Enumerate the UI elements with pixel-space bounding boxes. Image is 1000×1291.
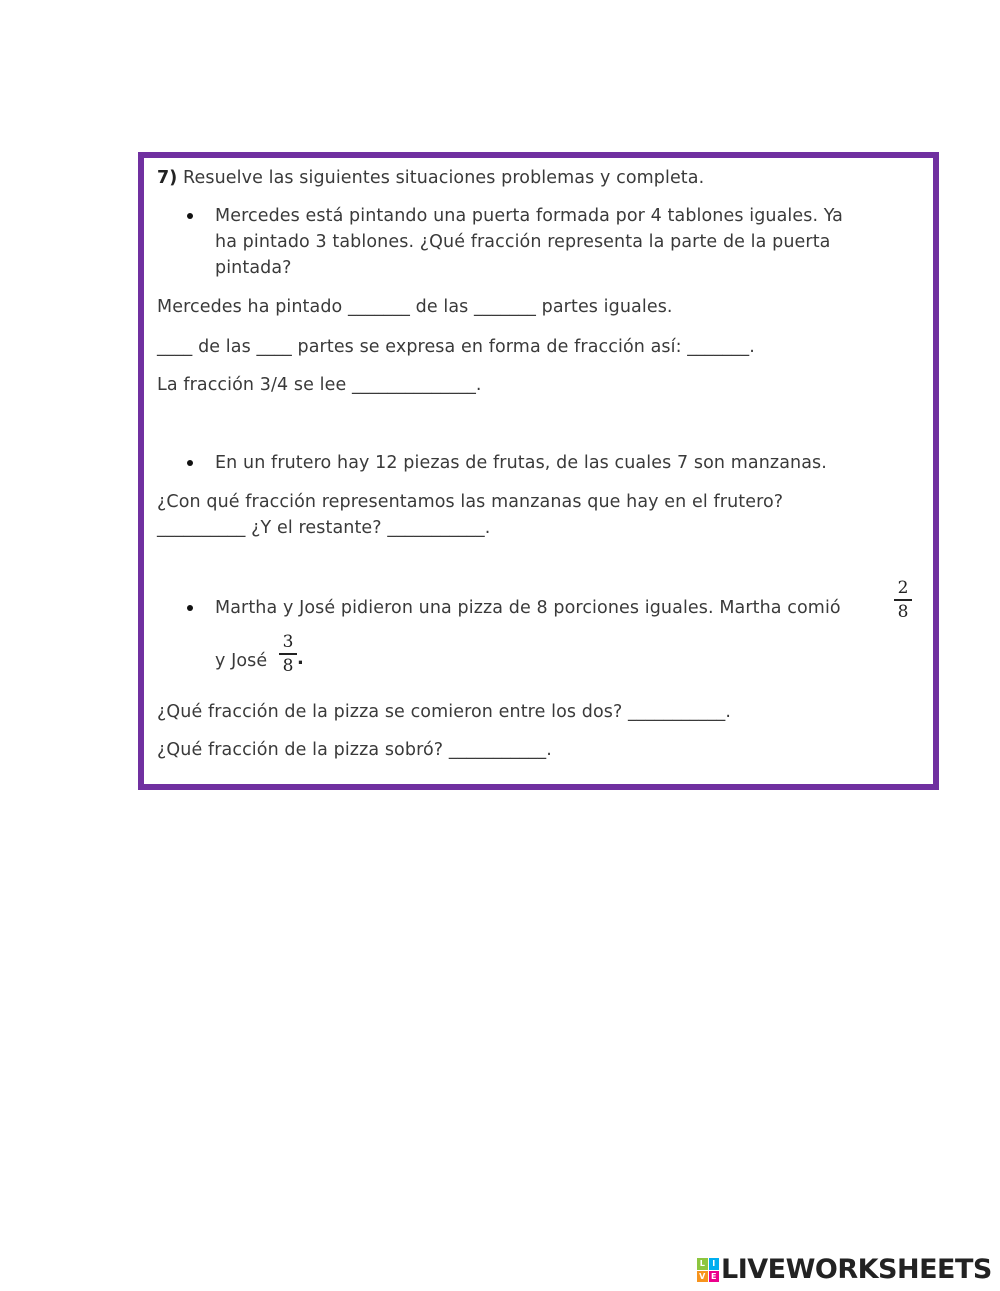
problem2-statement: En un frutero hay 12 piezas de frutas, de las cuales 7 son manzanas. <box>215 453 827 473</box>
logo-tile: V <box>697 1271 708 1283</box>
problem1-line3: pintada? <box>215 258 292 278</box>
bullet-icon <box>187 605 193 611</box>
bullet-icon <box>187 213 193 219</box>
problem3-statement-line2: y José <box>215 651 268 671</box>
problem1-answer-line-b: ____ de las ____ partes se expresa en forma de fracción así: _______. <box>157 337 755 357</box>
exercise-instruction: Resuelve las siguientes situaciones problemas y completa. <box>177 168 705 188</box>
problem1-line2: ha pintado 3 tablones. ¿Qué fracción representa la parte de la puerta <box>215 232 831 252</box>
fraction-jose <box>277 632 299 676</box>
problem3-statement-line1: Martha y José pidieron una pizza de 8 porciones iguales. Martha comió <box>215 598 841 618</box>
fraction-numerator: 2 <box>897 578 909 598</box>
exercise-heading <box>157 165 704 191</box>
problem2-question-line2: __________ ¿Y el restante? ___________. <box>157 518 491 538</box>
problem3-question-b: ¿Qué fracción de la pizza sobró? ___________. <box>157 740 552 760</box>
sentence-period: . <box>297 648 304 669</box>
logo-text: LIVEWORKSHEETS <box>721 1254 992 1285</box>
fraction-numerator: 3 <box>282 632 294 652</box>
fraction-martha <box>892 578 914 622</box>
bullet-icon <box>187 460 193 466</box>
fraction-denominator: 8 <box>897 601 909 622</box>
fraction-denominator: 8 <box>282 655 294 676</box>
fraction-bar <box>894 599 912 601</box>
liveworksheets-logo <box>697 1255 992 1285</box>
problem1-answer-line-a: Mercedes ha pintado _______ de las _______ partes iguales. <box>157 297 673 317</box>
fraction-bar <box>279 653 297 655</box>
logo-tile: E <box>709 1271 720 1283</box>
logo-mark-icon <box>697 1258 719 1282</box>
problem1-answer-line-c: La fracción 3/4 se lee ______________. <box>157 375 482 395</box>
problem1-line1: Mercedes está pintando una puerta formada por 4 tablones iguales. Ya <box>215 206 843 226</box>
logo-tile: L <box>697 1258 708 1270</box>
logo-tile: I <box>709 1258 720 1270</box>
exercise-number: 7) <box>157 168 178 188</box>
problem3-question-a: ¿Qué fracción de la pizza se comieron entre los dos? ___________. <box>157 702 732 722</box>
problem2-question-line1: ¿Con qué fracción representamos las manzanas que hay en el frutero? <box>157 492 784 512</box>
